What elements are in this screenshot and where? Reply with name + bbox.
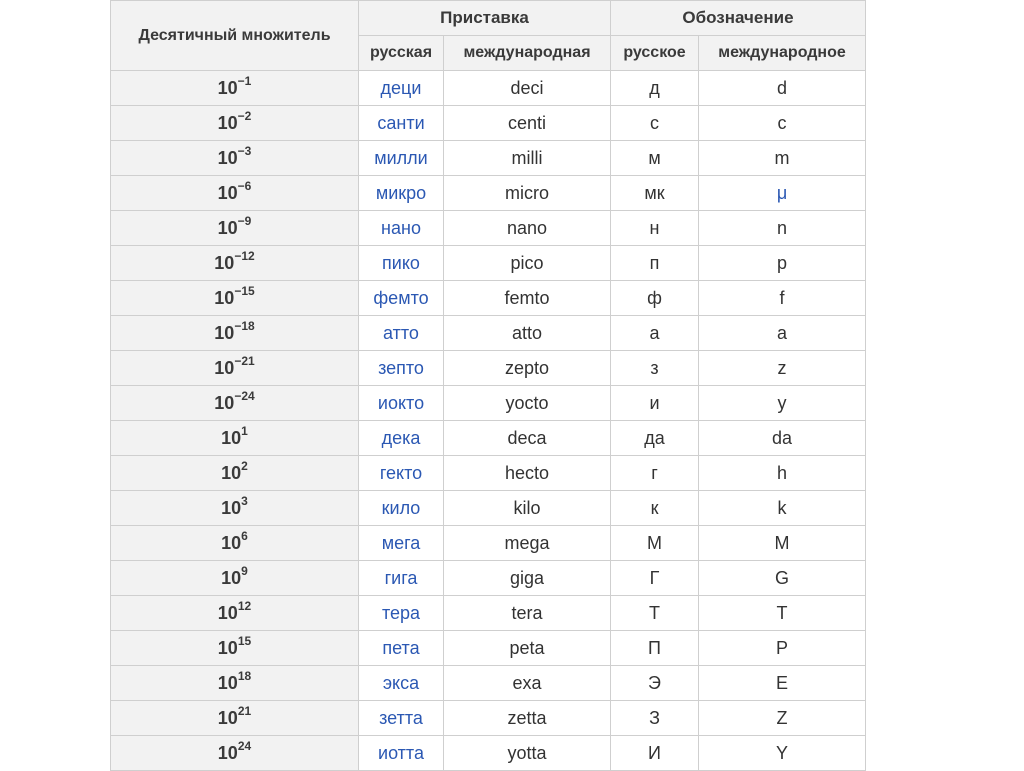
multiplier-base: 10 bbox=[221, 462, 242, 483]
table-row bbox=[111, 701, 866, 736]
multiplier-cell bbox=[111, 211, 359, 246]
symbol-russian: с bbox=[611, 106, 699, 141]
symbol-international: da bbox=[699, 421, 866, 456]
prefix-russian-link[interactable]: иотта bbox=[359, 736, 444, 771]
multiplier-cell bbox=[111, 631, 359, 666]
multiplier-cell bbox=[111, 386, 359, 421]
symbol-russian: з bbox=[611, 351, 699, 386]
multiplier-cell bbox=[111, 736, 359, 771]
symbol-russian: мк bbox=[611, 176, 699, 211]
header-symbol-international: международное bbox=[699, 36, 866, 71]
prefix-russian-link[interactable]: иокто bbox=[359, 386, 444, 421]
si-prefix-table bbox=[110, 0, 866, 771]
header-prefix-international: международная bbox=[444, 36, 611, 71]
prefix-international: mega bbox=[444, 526, 611, 561]
multiplier-cell bbox=[111, 281, 359, 316]
multiplier-exponent: −18 bbox=[234, 318, 255, 333]
prefix-russian-link[interactable]: санти bbox=[359, 106, 444, 141]
multiplier-exponent: 15 bbox=[237, 633, 252, 648]
multiplier-base: 10 bbox=[221, 567, 242, 588]
multiplier-exponent: 12 bbox=[237, 598, 252, 613]
prefix-russian-link[interactable]: экса bbox=[359, 666, 444, 701]
prefix-international: micro bbox=[444, 176, 611, 211]
table-row bbox=[111, 561, 866, 596]
multiplier-cell bbox=[111, 596, 359, 631]
multiplier-cell bbox=[111, 666, 359, 701]
multiplier-exponent: −2 bbox=[237, 108, 252, 123]
multiplier-base: 10 bbox=[217, 112, 238, 133]
symbol-russian: и bbox=[611, 386, 699, 421]
prefix-russian-link[interactable]: тера bbox=[359, 596, 444, 631]
multiplier-cell bbox=[111, 456, 359, 491]
table-row bbox=[111, 71, 866, 106]
multiplier-base: 10 bbox=[214, 322, 235, 343]
symbol-international-link[interactable]: μ bbox=[699, 176, 866, 211]
multiplier-exponent: −24 bbox=[234, 388, 255, 403]
symbol-russian: г bbox=[611, 456, 699, 491]
header-prefix-russian: русская bbox=[359, 36, 444, 71]
multiplier-base: 10 bbox=[221, 427, 242, 448]
header-symbol-russian: русское bbox=[611, 36, 699, 71]
multiplier-cell bbox=[111, 491, 359, 526]
prefix-international: deca bbox=[444, 421, 611, 456]
multiplier-cell bbox=[111, 421, 359, 456]
multiplier-cell bbox=[111, 701, 359, 736]
prefix-international: yotta bbox=[444, 736, 611, 771]
multiplier-exponent: −9 bbox=[237, 213, 252, 228]
header-prefix: Приставка bbox=[359, 1, 611, 36]
prefix-international: milli bbox=[444, 141, 611, 176]
multiplier-cell bbox=[111, 351, 359, 386]
symbol-international: G bbox=[699, 561, 866, 596]
multiplier-exponent: 18 bbox=[237, 668, 252, 683]
symbol-international: z bbox=[699, 351, 866, 386]
prefix-russian-link[interactable]: зепто bbox=[359, 351, 444, 386]
multiplier-cell bbox=[111, 316, 359, 351]
symbol-international: T bbox=[699, 596, 866, 631]
prefix-russian-link[interactable]: зетта bbox=[359, 701, 444, 736]
prefix-russian-link[interactable]: нано bbox=[359, 211, 444, 246]
symbol-russian: Э bbox=[611, 666, 699, 701]
multiplier-base: 10 bbox=[217, 742, 238, 763]
table-row bbox=[111, 351, 866, 386]
multiplier-exponent: 6 bbox=[241, 528, 248, 543]
symbol-russian: м bbox=[611, 141, 699, 176]
symbol-international: c bbox=[699, 106, 866, 141]
multiplier-base: 10 bbox=[214, 392, 235, 413]
multiplier-base: 10 bbox=[214, 252, 235, 273]
prefix-russian-link[interactable]: атто bbox=[359, 316, 444, 351]
symbol-russian: к bbox=[611, 491, 699, 526]
prefix-russian-link[interactable]: кило bbox=[359, 491, 444, 526]
multiplier-cell bbox=[111, 176, 359, 211]
table-row bbox=[111, 141, 866, 176]
prefix-russian-link[interactable]: гекто bbox=[359, 456, 444, 491]
multiplier-cell bbox=[111, 246, 359, 281]
table-row bbox=[111, 106, 866, 141]
symbol-russian: Г bbox=[611, 561, 699, 596]
table-row bbox=[111, 421, 866, 456]
prefix-international: femto bbox=[444, 281, 611, 316]
multiplier-cell bbox=[111, 71, 359, 106]
table-row bbox=[111, 491, 866, 526]
prefix-international: giga bbox=[444, 561, 611, 596]
symbol-international: k bbox=[699, 491, 866, 526]
multiplier-cell bbox=[111, 561, 359, 596]
multiplier-base: 10 bbox=[217, 707, 238, 728]
prefix-international: hecto bbox=[444, 456, 611, 491]
symbol-international: p bbox=[699, 246, 866, 281]
prefix-russian-link[interactable]: пико bbox=[359, 246, 444, 281]
prefix-russian-link[interactable]: милли bbox=[359, 141, 444, 176]
symbol-international: E bbox=[699, 666, 866, 701]
multiplier-cell bbox=[111, 526, 359, 561]
table-row bbox=[111, 666, 866, 701]
symbol-russian: да bbox=[611, 421, 699, 456]
table-row bbox=[111, 316, 866, 351]
symbol-russian: Т bbox=[611, 596, 699, 631]
si-prefix-table-container bbox=[110, 0, 866, 771]
symbol-international: M bbox=[699, 526, 866, 561]
prefix-international: kilo bbox=[444, 491, 611, 526]
prefix-russian-link[interactable]: фемто bbox=[359, 281, 444, 316]
symbol-international: y bbox=[699, 386, 866, 421]
table-row bbox=[111, 176, 866, 211]
symbol-russian: З bbox=[611, 701, 699, 736]
multiplier-base: 10 bbox=[214, 287, 235, 308]
symbol-international: h bbox=[699, 456, 866, 491]
multiplier-exponent: 9 bbox=[241, 563, 248, 578]
header-symbol: Обозначение bbox=[611, 1, 866, 36]
prefix-international: zepto bbox=[444, 351, 611, 386]
table-row bbox=[111, 736, 866, 771]
symbol-russian: д bbox=[611, 71, 699, 106]
multiplier-exponent: −3 bbox=[237, 143, 252, 158]
symbol-russian: а bbox=[611, 316, 699, 351]
multiplier-base: 10 bbox=[221, 497, 242, 518]
multiplier-base: 10 bbox=[217, 672, 238, 693]
prefix-international: tera bbox=[444, 596, 611, 631]
prefix-russian-link[interactable]: гига bbox=[359, 561, 444, 596]
multiplier-exponent: −6 bbox=[237, 178, 252, 193]
multiplier-cell bbox=[111, 141, 359, 176]
prefix-russian-link[interactable]: деци bbox=[359, 71, 444, 106]
header-multiplier: Десятичный множитель bbox=[111, 1, 359, 71]
multiplier-base: 10 bbox=[217, 77, 238, 98]
symbol-international: Y bbox=[699, 736, 866, 771]
multiplier-base: 10 bbox=[221, 532, 242, 553]
prefix-international: zetta bbox=[444, 701, 611, 736]
prefix-international: nano bbox=[444, 211, 611, 246]
prefix-russian-link[interactable]: дека bbox=[359, 421, 444, 456]
multiplier-base: 10 bbox=[217, 182, 238, 203]
table-row bbox=[111, 386, 866, 421]
multiplier-exponent: 2 bbox=[241, 458, 248, 473]
prefix-international: peta bbox=[444, 631, 611, 666]
symbol-international: Z bbox=[699, 701, 866, 736]
multiplier-exponent: 21 bbox=[237, 703, 252, 718]
multiplier-base: 10 bbox=[217, 147, 238, 168]
symbol-international: n bbox=[699, 211, 866, 246]
symbol-russian: П bbox=[611, 631, 699, 666]
multiplier-exponent: −1 bbox=[237, 73, 252, 88]
symbol-international: d bbox=[699, 71, 866, 106]
multiplier-exponent: 24 bbox=[237, 738, 252, 753]
table-row bbox=[111, 596, 866, 631]
prefix-international: yocto bbox=[444, 386, 611, 421]
multiplier-exponent: 1 bbox=[241, 423, 248, 438]
symbol-international: P bbox=[699, 631, 866, 666]
multiplier-exponent: −12 bbox=[234, 248, 255, 263]
symbol-international: a bbox=[699, 316, 866, 351]
symbol-russian: И bbox=[611, 736, 699, 771]
table-row bbox=[111, 246, 866, 281]
symbol-russian: н bbox=[611, 211, 699, 246]
table-body bbox=[111, 71, 866, 771]
multiplier-exponent: 3 bbox=[241, 493, 248, 508]
symbol-russian: М bbox=[611, 526, 699, 561]
symbol-russian: п bbox=[611, 246, 699, 281]
multiplier-exponent: −21 bbox=[234, 353, 255, 368]
prefix-international: pico bbox=[444, 246, 611, 281]
multiplier-base: 10 bbox=[217, 637, 238, 658]
multiplier-base: 10 bbox=[217, 602, 238, 623]
table-row bbox=[111, 211, 866, 246]
symbol-international: f bbox=[699, 281, 866, 316]
prefix-international: deci bbox=[444, 71, 611, 106]
prefix-international: atto bbox=[444, 316, 611, 351]
prefix-russian-link[interactable]: пета bbox=[359, 631, 444, 666]
multiplier-cell bbox=[111, 106, 359, 141]
prefix-international: centi bbox=[444, 106, 611, 141]
table-row bbox=[111, 631, 866, 666]
table-row bbox=[111, 456, 866, 491]
multiplier-base: 10 bbox=[217, 217, 238, 238]
symbol-international: m bbox=[699, 141, 866, 176]
prefix-russian-link[interactable]: мега bbox=[359, 526, 444, 561]
prefix-international: exa bbox=[444, 666, 611, 701]
multiplier-base: 10 bbox=[214, 357, 235, 378]
multiplier-exponent: −15 bbox=[234, 283, 255, 298]
table-row bbox=[111, 526, 866, 561]
symbol-russian: ф bbox=[611, 281, 699, 316]
table-row bbox=[111, 281, 866, 316]
prefix-russian-link[interactable]: микро bbox=[359, 176, 444, 211]
